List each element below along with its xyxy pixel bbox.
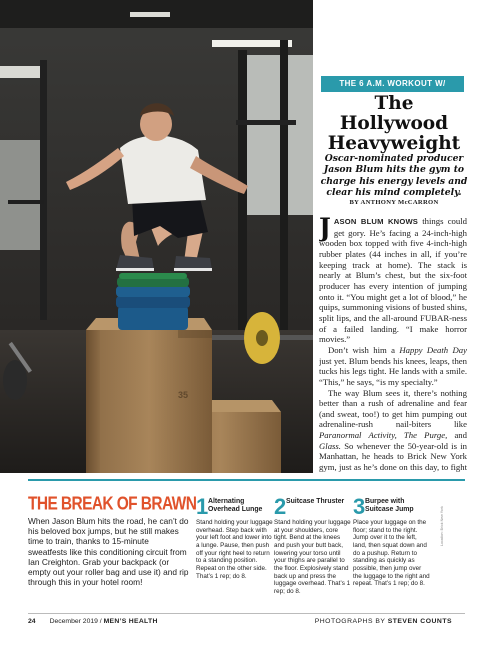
movie-title: Happy Death Day [399,344,467,355]
exercise-description: Stand holding your luggage at your shoulders, core tight. Bend at the knees and push your butt back, lowering your torso until your thighs are parallel to the floor. Explosively stand back up and press the luggage overhead. That’s 1 rep; do 8. [274,519,351,595]
movie-title-glass: Glass. [319,440,341,451]
hero-photo [0,0,313,473]
exercise-number: 2 [274,494,287,519]
location-credit: Location: Brick New York [440,506,444,546]
exercise-name: Alternating Overhead Lunge [208,498,263,513]
footer-divider [28,613,465,614]
deck: Oscar-nominated producer Jason Blum hits the gym to charge his energy levels and clear his mind completely. [320,153,468,199]
paragraph-3-text: The way Blum sees it, there’s nothing better than a rush of adrenaline and fear (and sweat, too!) to get him pumping out adrenaline-rush nail-biters like [319,387,467,430]
drop-cap: J [319,216,331,242]
box-jump-illustration [0,0,313,473]
paragraph-2-text-b: just yet. Blum bends his knees, leaps, then tucks his legs tight. He lands with a smile. “This,” he says, “is my specialty.” [319,355,467,387]
sidebar-title: THE BREAK OF BRAWN [28,494,197,515]
plate-number: 35 [178,390,189,400]
lead-in: ASON BLUM KNOWS [333,217,419,226]
photo-credit-label: PHOTOGRAPHS BY [314,618,388,625]
paragraph-3 [319,388,467,475]
paragraph-1-text: things could get gory. He’s facing a 24-inch-high wooden box topped with five 4-inch-high rubber plates (44 inches in all, if you’re keeping track at home). The stack is nearly at Blum’s chest, but the six-foot producer has every intention of jumping onto it. “You might get a lot of blood,” he quips, summoning visions of busted shins, split lips, and the all-around FUBAR-ness of a failed landing. “I make horror movies.” [319,216,467,345]
paragraph-3-and: and [447,430,467,441]
magazine-name: MEN’S HEALTH [103,618,158,625]
sidebar-intro: When Jason Blum hits the road, he can’t do his beloved box jumps, but he still makes time to train, thanks to 15-minute sweatfests like this conditioning circuit from Ian Creighton. Grab your backpack (or empty out your roller bag and use it) and rip through this in your hotel room! [28,516,189,588]
exercise-number: 3 [353,494,366,519]
exercise-number: 1 [196,494,209,519]
photographer-name: STEVEN COUNTS [387,618,452,625]
paragraph-3-text-b: So whenever the 50-year-old is in Manhattan, he heads to Brick New York gym, just as he’s done on this day, to fight [319,440,467,473]
movie-titles: Paranormal Activity, The Purge, [319,430,448,441]
paragraph-2 [319,345,467,388]
paragraph-2-text: Don’t wish him a [328,344,400,355]
photo-credit [315,618,452,625]
page-number: 24 [28,618,36,625]
issue-date: December 2019 / [49,618,104,625]
paragraph-1 [319,216,467,345]
folio [28,618,158,625]
sidebar-divider [28,479,465,481]
headline: The Hollywood Heavyweight [327,93,461,154]
kicker-banner: THE 6 A.M. WORKOUT W/ [321,76,464,92]
exercise-description: Stand holding your luggage overhead. Step back with your left foot and lower into a lunge. Pause, then push off your right heel to return to a standing position. Repeat on the other side. That’s 1 rep; do 8. [196,519,273,580]
exercise-description: Place your luggage on the floor; stand to the right. Jump over it to the left, land, then squat down and do a pushup. Return to standing as quickly as possible, then jump over the luggage to the right and repeat. That’s 1 rep; do 8. [353,519,430,588]
article-body [319,216,467,474]
byline: BY ANTHONY McCARRON [349,199,439,206]
exercise-name: Burpee with Suitcase Jump [365,498,414,513]
exercise-name: Suitcase Thruster [286,498,345,505]
